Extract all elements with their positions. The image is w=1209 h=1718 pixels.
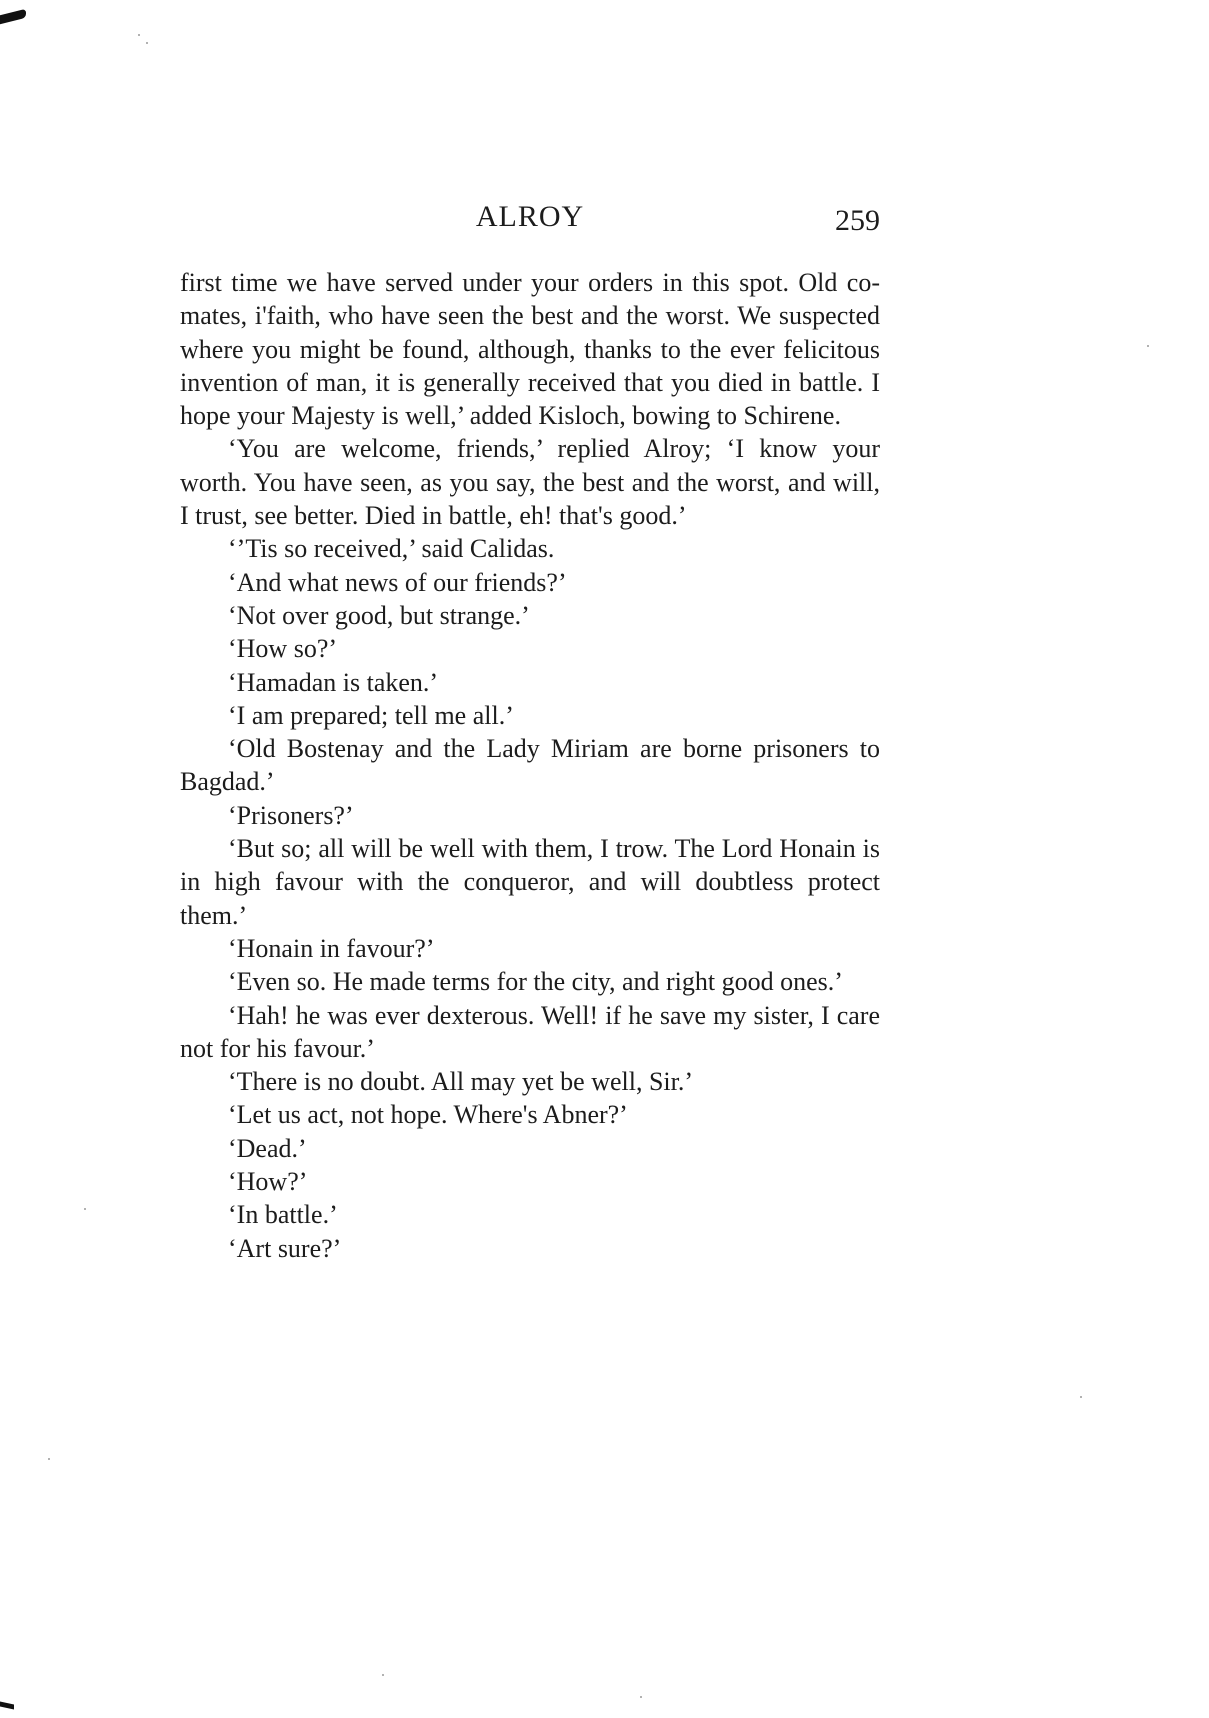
paragraph: ‘Let us act, not hope. Where's Abner?’ (228, 1100, 628, 1130)
paper-speck (382, 1674, 384, 1676)
scan-mark-bottom (0, 1702, 14, 1710)
paragraph: ‘Hah! he was ever dexterous. Well! if he save my sister, I care not for his favour.’ (180, 1000, 880, 1063)
paragraph: ‘How?’ (228, 1167, 308, 1197)
body-text (180, 266, 880, 1265)
paragraph: ‘Hamadan is taken.’ (228, 667, 439, 697)
paragraph: ‘There is no doubt. All may yet be well, Sir.’ (228, 1067, 694, 1097)
paragraph: ‘Dead.’ (228, 1133, 307, 1163)
paper-speck (146, 42, 148, 44)
scan-mark-top (0, 9, 26, 24)
paper-speck (138, 34, 140, 36)
paragraph: first time we have served under your orders in this spot. Old co-mates, i'faith, who have seen the best and the worst. We suspected where you might be found, although, thanks to the ever felicitous invention of man, it is generally received that you died in battle. I hope your Majesty is well,’ added Kisloch, bowing to Schirene. (180, 268, 880, 431)
paragraph: ‘Old Bostenay and the Lady Miriam are borne prisoners to Bagdad.’ (180, 734, 880, 797)
paragraph: ‘But so; all will be well with them, I trow. The Lord Honain is in high favour with the conqueror, and will doubtless protect them.’ (180, 834, 880, 930)
paragraph: ‘Not over good, but strange.’ (228, 600, 530, 630)
paper-speck (84, 1208, 86, 1210)
paragraph: ‘You are welcome, friends,’ replied Alroy; ‘I know your worth. You have seen, as you say, the best and the worst, and will, I trust, see better. Died in battle, eh! that's good.’ (180, 434, 880, 531)
running-title: ALROY (475, 200, 585, 233)
page-number: 259 (835, 204, 880, 237)
paragraph: ‘Even so. He made terms for the city, and right good ones.’ (228, 967, 843, 997)
paper-speck (1147, 345, 1149, 347)
paragraph: ‘Art sure?’ (228, 1233, 342, 1263)
paragraph: ‘Prisoners?’ (228, 800, 354, 830)
paragraph: ‘And what news of our friends?’ (228, 567, 567, 597)
running-head (180, 200, 880, 248)
paragraph: ‘How so?’ (228, 634, 338, 664)
paragraph: ‘In battle.’ (228, 1200, 338, 1230)
paper-speck (48, 1458, 50, 1460)
paragraph: ‘’Tis so received,’ said Calidas. (228, 534, 555, 564)
paragraph: ‘Honain in favour?’ (228, 933, 435, 963)
paragraph: ‘I am prepared; tell me all.’ (228, 700, 514, 730)
paper-speck (1080, 1396, 1082, 1398)
paper-speck (640, 1696, 642, 1698)
